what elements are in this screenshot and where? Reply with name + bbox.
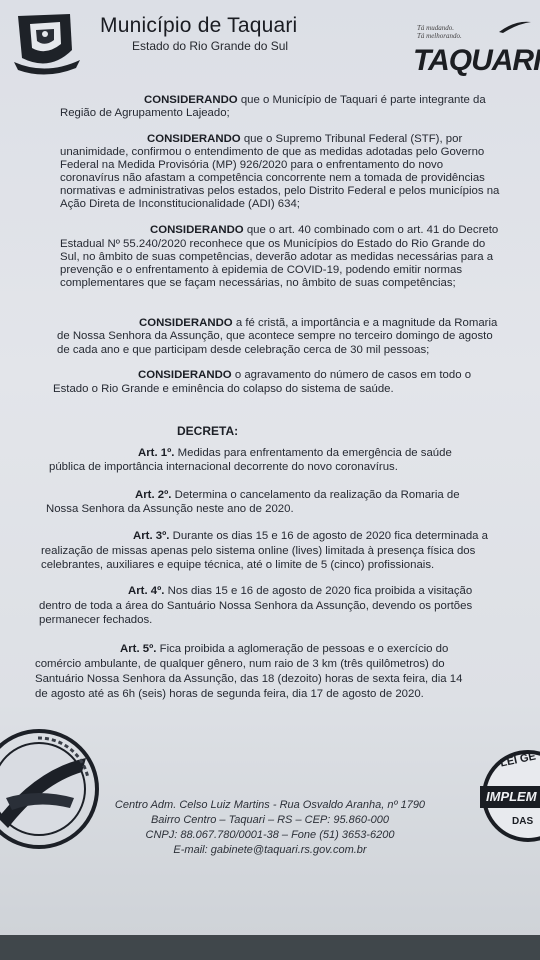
considerando-3-line-1: CONSIDERANDO que o art. 40 combinado com o art. 41 do Decreto (150, 224, 499, 236)
municipality-title: Município de Taquari (100, 14, 298, 37)
considerando-4-line-3: de cada ano e que participam desde celebração cerca de 30 mil pessoas; (57, 344, 430, 356)
article-3-line-2: realização de missas apenas pelo sistema online (lives) limitada à presença física dos (41, 545, 476, 557)
footer-address-line: Centro Adm. Celso Luiz Martins - Rua Osvaldo Aranha, nº 1790 (114, 799, 426, 811)
considerando-3-line-5: complementares que se façam necessárias, no âmbito de suas competências; (60, 277, 456, 289)
background-surface (0, 935, 540, 960)
article-5-line-1: Art. 5º. Fica proibida a aglomeração de pessoas e o exercício do (120, 643, 449, 655)
considerando-5-line-2: Estado o Rio Grande e eminência do colapso do sistema de saúde. (53, 383, 394, 395)
municipal-coat-of-arms-icon (10, 10, 82, 76)
article-4-line-1: Art. 4º. Nos dias 15 e 16 de agosto de 2020 fica proibida a visitação (128, 585, 473, 597)
seal-top-text: LEI GE (499, 750, 537, 770)
seal-bottom-text: DAS (512, 816, 534, 827)
footer-cnpj-phone-line: CNPJ: 88.067.780/0001-38 – Fone (51) 3653-6200 (145, 829, 395, 841)
considerando-3-line-4: prevenção e o enfrentamento à epidemia de COVID-19, podendo emitir normas (60, 264, 463, 276)
footer-email-line: E-mail: gabinete@taquari.rs.gov.com.br (173, 844, 367, 856)
state-subtitle: Estado do Rio Grande do Sul (132, 39, 289, 53)
considerando-4-line-2: de Nossa Senhora da Assunção, que acontece sempre no terceiro domingo de agosto (57, 330, 493, 342)
article-4-line-3: permanecer fechados. (39, 614, 153, 626)
article-3-line-3: celebrantes, auxiliares e equipe técnica, até o limite de 5 (cinco) profissionais. (41, 559, 435, 571)
considerando-2-line-3: Federal na Medida Provisória (MP) 926/2020 para o enfrentamento do novo (60, 159, 444, 171)
article-2-line-2: Nossa Senhora da Assunção neste ano de 2020. (46, 503, 294, 515)
considerando-2-line-5: normativas e administrativas pelos estados, pelo Distrito Federal e pelos municípios na (60, 185, 500, 197)
footer-district-line: Bairro Centro – Taquari – RS – CEP: 95.860-000 (150, 814, 390, 826)
decreta-heading: DECRETA: (177, 424, 239, 438)
considerando-2-line-4: coronavírus não afastam a competência concorrente nem a tomada de providências (60, 172, 485, 184)
article-5-line-3: Santuário Nossa Senhora da Assunção, das 18 (dezoito) horas de sexta feira, dia 14 (35, 673, 463, 685)
article-1-line-2: pública de importância internacional decorrente do novo coronavírus. (49, 461, 398, 473)
considerando-1-line-1: CONSIDERANDO que o Município de Taquari é parte integrante da (144, 94, 486, 106)
article-3-line-1: Art. 3º. Durante os dias 15 e 16 de agosto de 2020 fica determinada a (133, 530, 488, 542)
slogan-line-1: Tá mudando. (417, 24, 454, 32)
article-4-line-2: dentro de toda a área do Santuário Nossa Senhora da Assunção, devendo os portões (39, 600, 473, 612)
article-1-line-1: Art. 1º. Medidas para enfrentamento da emergência de saúde (138, 447, 452, 459)
brand-wordmark: TAQUARI (413, 44, 540, 77)
article-5-line-2: comércio ambulante, de qualquer gênero, num raio de 3 km (três quilômetros) do (35, 658, 445, 670)
considerando-3-line-3: Sul, no âmbito de suas competências, deverão adotar as medidas necessárias para a (60, 251, 494, 263)
considerando-2-line-6: Ação Direta de Inconstitucionalidade (ADI) 634; (60, 198, 300, 210)
considerando-2-line-1: CONSIDERANDO que o Supremo Tribunal Federal (STF), por (147, 133, 463, 145)
considerando-3-line-2: Estadual Nº 55.240/2020 reconhece que os Municípios do Estado do Rio Grande do (60, 238, 486, 250)
considerando-1-line-2: Região de Agrupamento Lajeado; (60, 107, 230, 119)
brand-swoosh-icon (497, 18, 533, 34)
considerando-2-line-2: unanimidade, confirmou o entendimento de que as medidas adotadas pelo Governo (60, 146, 485, 158)
taquari-brand-logo (405, 18, 540, 78)
article-2-line-1: Art. 2º. Determina o cancelamento da realização da Romaria de (135, 489, 460, 501)
seal-band-text: IMPLEM (486, 789, 537, 804)
slogan-line-2: Tá melhorando. (417, 32, 462, 40)
considerando-4-line-1: CONSIDERANDO a fé cristã, a importância e a magnitude da Romaria (139, 317, 498, 329)
considerando-5-line-1: CONSIDERANDO o agravamento do número de casos em todo o (138, 369, 472, 381)
article-5-line-4: de agosto até as 6h (seis) horas de segunda feira, dia 17 de agosto de 2020. (35, 688, 424, 700)
